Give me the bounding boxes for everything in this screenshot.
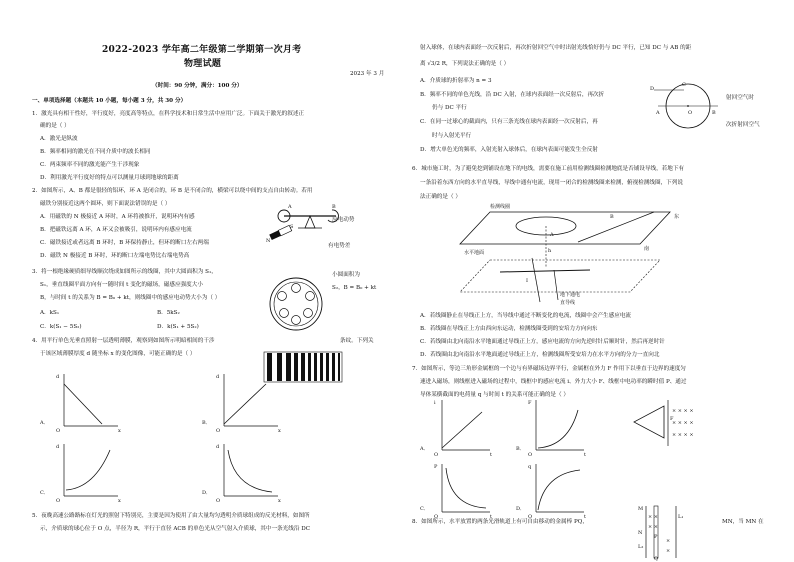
svg-text:M: M — [638, 506, 644, 512]
svg-text:C．: C． — [420, 506, 429, 512]
q5-option-d: D．增大单色光的频率，入射光射入球体后，在球内表面可能发生全反射 — [420, 147, 598, 153]
svg-text:× × × ×: × × × × — [672, 408, 694, 414]
q5-sphere-figure — [650, 80, 722, 132]
svg-text:O: O — [528, 452, 533, 458]
svg-text:D．: D． — [516, 506, 526, 512]
q6-fig-wire: 地下通电 — [560, 292, 581, 298]
q3-note: S₂，B = B₀ + kt — [332, 285, 377, 291]
q2-option-a: A．用磁铁的 N 极接近 A 环时，A 环将被推开，说明环内有感 — [40, 214, 195, 220]
q5-option-c: C．在同一过球心的截面内，只有三条光线在球内表面经一次反射后，再 — [420, 119, 598, 125]
svg-text:B．: B． — [516, 446, 525, 452]
exam-meta: （时间：90 分钟，满分：100 分） — [152, 83, 243, 89]
svg-text:× × × ×: × × × × — [672, 420, 694, 426]
q2-option-c: C．磁铁接近或者远离 B 环时，B 环保持静止，但环的断口左右两端 — [40, 240, 209, 246]
q3-stem: B，与时间 t 的关系为 B = B₀ + kt，则线圈中的感应电动势大小为（ ） — [40, 295, 221, 301]
svg-text:O: O — [434, 452, 439, 458]
q5-option-c: 次折射回空气 — [726, 122, 760, 128]
svg-text:× ×: × × — [648, 514, 658, 520]
q6-option-d: D．若线圈由北向南沿水平地面通过导线正上方，检测线圈所受安培力在水平方向的分力一直向北 — [420, 352, 660, 358]
q4-graph-a — [39, 374, 121, 434]
q5-option-a: A．介质球的折射率为 n = 3 — [420, 78, 492, 84]
svg-text:C．: C． — [40, 490, 49, 496]
svg-text:t: t — [584, 452, 587, 458]
q2-label-n: N — [266, 238, 271, 244]
q4-stem: 条纹。下列关 — [340, 338, 374, 344]
q6-fig-a: A — [550, 232, 554, 238]
svg-text:i: i — [434, 400, 436, 406]
svg-text:d: d — [216, 444, 220, 450]
q5-stem-cont: 离 √3/2 R，下列说法正确的是（ ） — [420, 61, 510, 67]
q2-stem: 磁铁分别接近这两个圆环，则下面说法错误的是（ ） — [40, 201, 171, 207]
svg-text:t: t — [490, 452, 493, 458]
svg-text:A．: A． — [420, 446, 429, 452]
exam-subtitle: 物理试题 — [184, 59, 222, 69]
q7-field-figure — [634, 400, 694, 446]
svg-text:d: d — [56, 444, 60, 450]
q1-option-c: C．两束频率不同的激光能产生干涉现象 — [40, 162, 140, 168]
q6-fig-h: h — [548, 248, 552, 254]
svg-text:L₁: L₁ — [678, 514, 684, 520]
q4-graph-c — [40, 444, 121, 504]
q8-figure — [636, 504, 696, 560]
q4-graphs — [40, 372, 360, 502]
q2-option-b: B．把磁铁远离 A 环，A 环又会被吸引，说明环内有感应电流 — [40, 227, 192, 233]
q3-option-d: D．k(S₁ + 5S₂) — [157, 324, 199, 330]
q6-fig-i: I — [526, 278, 528, 284]
svg-text:B．: B． — [202, 420, 211, 426]
q6-option-b: B．若线圈在导线正上方由西向东运动，检测线圈受到的安培力方向向东 — [420, 326, 598, 332]
q6-fig-south: 南 — [644, 246, 650, 252]
q6-stem: 6．城市施工时，为了避免挖到铺设在地下的电线，需要在施工前用检测线圈检测地底是否铺设导线，若地下有 — [412, 166, 685, 172]
q3-option-b: B．5kS₂ — [157, 310, 180, 316]
svg-text:D．: D． — [202, 490, 212, 496]
q6-stem: 法正确的是（ ） — [420, 194, 461, 200]
q8-stem: 8．如图所示，水平放置的两条光滑轨道上有可自由移动的金属棒 PQ， — [412, 519, 588, 525]
q5-fig-b: B — [712, 110, 716, 116]
q2-option-c: 有电势差 — [328, 243, 351, 249]
q1-option-a: A．激光是纵波 — [40, 136, 78, 142]
q1-option-b: B．频率相同的激光在不同介质中的波长相同 — [40, 149, 151, 155]
q7-graph-b — [516, 400, 586, 458]
svg-text:× ×: × × — [648, 524, 658, 530]
q1-stem: 确的是（ ） — [40, 123, 70, 129]
svg-text:O: O — [216, 428, 221, 434]
q4-stem: 4．用平行单色光垂直照射一层透明薄膜，观察到如图所示明暗相间的干涉 — [32, 338, 215, 344]
q7-graph-a — [419, 400, 492, 458]
svg-text:d: d — [56, 374, 60, 380]
svg-text:O: O — [56, 498, 61, 504]
q7-stem: 速进入磁场，则线框进入磁场的过程中，线框中的感应电流 i、外力大小 F、线框中电功率的瞬时值 P、通过 — [420, 379, 687, 385]
q1-stem: 1．激光具有相干性好，平行度好，亮度高等特点，在科学技术和日常生活中应用广泛。下面关于激光的叙述正 — [32, 111, 305, 117]
q6-option-c: C．若线圈由北向南沿水平地面通过导线正上方，感应电流的方向先逆时针后顺时针，然后再逆时针 — [420, 339, 665, 345]
q6-fig-ground: 水平地面 — [464, 250, 485, 256]
q3-coil-figure — [268, 276, 324, 332]
q5-option-b: 射回空气时 — [726, 95, 754, 101]
q2-label-a: A — [288, 204, 292, 210]
exam-title: 2022-2023 学年高二年级第二学期第一次月考 — [102, 45, 302, 55]
svg-text:N: N — [638, 530, 643, 536]
svg-text:L₂: L₂ — [638, 544, 644, 550]
svg-text:x: x — [278, 428, 281, 434]
q6-fig-wire2: 直导线 — [560, 300, 576, 306]
q3-option-c: C．k(S₁ − 5S₂) — [40, 324, 82, 330]
q7-graph-c — [420, 464, 492, 520]
q6-fig-b: B — [610, 214, 614, 220]
svg-text:t: t — [584, 514, 587, 520]
svg-text:P: P — [654, 534, 658, 540]
q5-option-c: 时与入射光平行 — [432, 133, 472, 139]
svg-text:O: O — [434, 514, 439, 520]
q5-stem: 5．夜晚高速公路路标在灯光的照射下特别亮，主要是因为使用了由大量均匀透明介质球组成的反光材料，如图所 — [32, 513, 310, 519]
svg-text:t: t — [490, 514, 493, 520]
q3-note: 小圆面积为 — [332, 272, 360, 278]
q5-stem-cont: 射入球体，在球内表面经一次反射后，再次折射回空气中时出射光线恰好仍与 DC 平行，已知 DC 与 AB 的距 — [420, 45, 692, 51]
svg-text:Q: Q — [654, 556, 659, 562]
q2-label-s: S — [290, 224, 294, 230]
left-column — [32, 0, 385, 562]
svg-text:× × × ×: × × × × — [672, 432, 694, 438]
q2-stem: 2．如图所示，A、B 都是很轻的铝环，环 A 是闭合的，环 B 是不闭合的，横梁可以绕中间的支点自由转动。若用 — [32, 188, 313, 194]
svg-text:P: P — [434, 464, 438, 470]
q1-option-d: D．利用激光平行度好的特点可以测量月球到地球的距离 — [40, 175, 179, 181]
q4-graph-b — [202, 374, 281, 434]
q4-stem: 于该区域薄膜厚度 d 随坐标 x 的变化图像，可能正确的是（ ） — [40, 351, 196, 357]
svg-text:O: O — [528, 514, 533, 520]
svg-text:F: F — [528, 400, 532, 406]
q2-label-b: B — [332, 204, 336, 210]
svg-text:F: F — [670, 416, 674, 422]
q7-stem: 导体某横截面的电荷量 q 与时间 t 的关系可能正确的是（ ） — [420, 392, 569, 398]
q5-option-b: 仍与 DC 平行 — [432, 105, 467, 111]
svg-text:×: × — [666, 548, 671, 554]
svg-text:A．: A． — [40, 420, 49, 426]
q2-figure — [266, 198, 340, 244]
q5-stem: 示，介质球的球心位于 O 点，半径为 R，平行于直径 ACB 的单色光从空气射入介质球，其中一条光线沿 DC — [40, 526, 311, 532]
q6-fig-coil: 检测线圈 — [490, 204, 511, 210]
section-heading: 一、单项选择题（本题共 10 小题，每小题 3 分，共 30 分） — [32, 98, 187, 104]
q5-fig-o: O — [688, 110, 693, 116]
q3-stem: S₁，垂直线圈平面方向有一随时间 t 变化的磁场，磁感应强度大小 — [40, 282, 203, 288]
q6-option-a: A．若线圈静止在导线正上方，当导线中通过不断变化的电流，线圈中会产生感应电流 — [420, 313, 632, 319]
svg-text:d: d — [216, 374, 220, 380]
q2-option-a: 应电动势 — [332, 217, 355, 223]
q5-fig-a: A — [656, 110, 660, 116]
q3-option-a: A．kS₁ — [40, 310, 60, 316]
q5-option-b: B．频率不同的单色光线，沿 DC 入射，在球内表面经一次反射后，再次折 — [420, 92, 605, 98]
q7-stem: 7．如图所示，等边三角形金属框的一个边与有界磁场边界平行，金属框在外力 F 作用下以垂直于边界的速度匀 — [412, 366, 686, 372]
svg-text:q: q — [528, 464, 532, 470]
svg-text:O: O — [216, 498, 221, 504]
q5-fig-d: D — [650, 86, 655, 92]
q6-figure — [460, 200, 690, 308]
q6-stem: 一条沿着东西方向的水平直导线，导线中通有电流，现用一闭合的检测线圈来检测，俯视检测线圈，下列说 — [420, 180, 683, 186]
q4-graph-d — [202, 444, 281, 504]
svg-text:O: O — [56, 428, 61, 434]
q5-fig-c: C — [682, 82, 686, 88]
svg-text:×: × — [666, 538, 671, 544]
svg-text:x: x — [118, 498, 121, 504]
q3-stem: 3．将一根绝缘硬质细导线顺次绕成如图所示的线圈，其中大圆面积为 S₁， — [32, 269, 217, 275]
svg-text:x: x — [118, 428, 121, 434]
svg-text:x: x — [278, 498, 281, 504]
q7-graph-d — [516, 464, 586, 520]
exam-date: 2023 年 3 月 — [350, 71, 385, 77]
q6-fig-east: 东 — [674, 214, 680, 220]
right-column — [412, 0, 774, 562]
q8-stem: MN，当 MN 在 — [722, 519, 764, 525]
q2-option-d: D．磁铁 N 极接近 B 环时，环的断口左端电势比右端电势高 — [40, 253, 190, 259]
